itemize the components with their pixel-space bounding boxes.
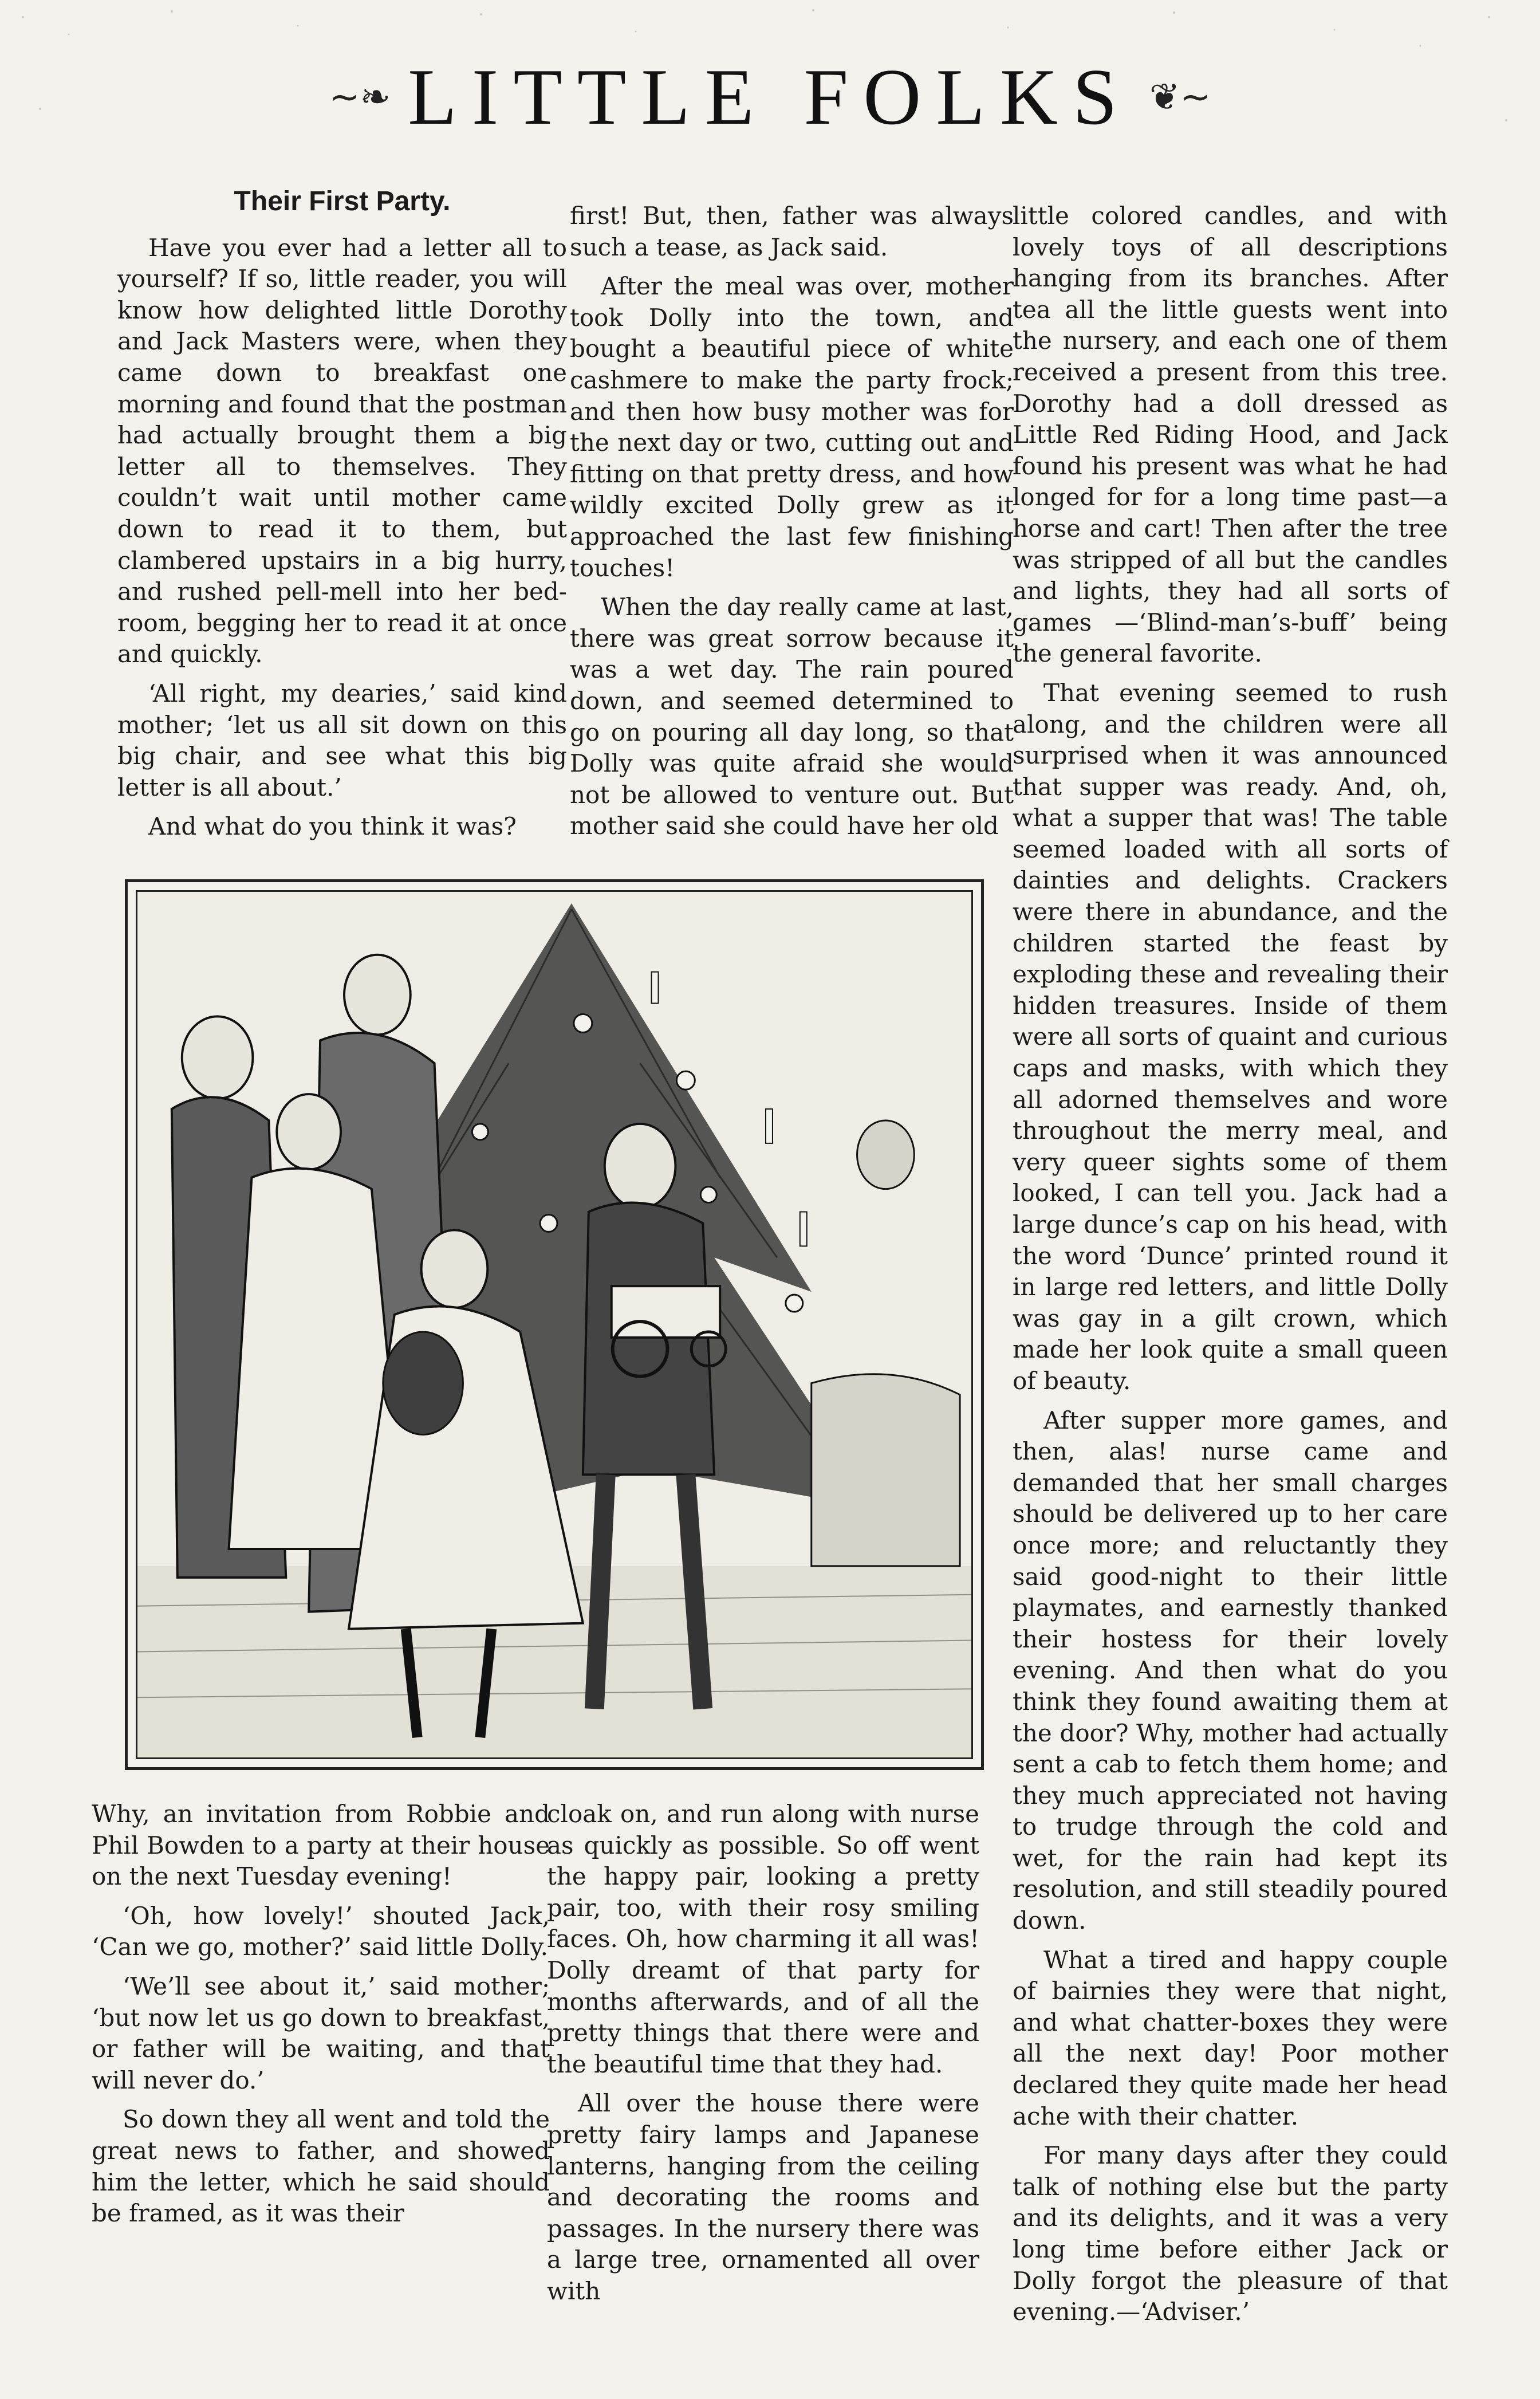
paragraph: first! But, then, father was always such a tease, as Jack said. <box>570 202 1014 261</box>
christmas-tree-illustration <box>136 890 973 1759</box>
paragraph: ‘Oh, how lovely!’ shouted Jack, ‘Can we go, mother?’ said little Dolly. <box>92 1901 550 1961</box>
column-1-bottom <box>92 1799 550 2237</box>
paragraph: ‘All right, my dearies,’ said kind mother; ‘let us all sit down on this big chair, and see what this big letter is all about.’ <box>117 679 567 801</box>
paragraph: Why, an invitation from Robbie and Phil Bowden to a party at their house on the next Tuesday evening! <box>92 1800 550 1891</box>
masthead <box>0 53 1540 141</box>
paragraph: When the day really came at last, there was great sorrow because it was a wet day. The rain poured down, and seemed determined to go on pouring all day long, so that Dolly was quite afraid she would not be allowed to venture out. But mother said she could have her old <box>570 593 1014 840</box>
column-2-top <box>570 200 1014 850</box>
column-1-top <box>117 186 567 851</box>
column-2-bottom <box>547 1799 979 2315</box>
paragraph: So down they all went and told the great news to father, and showed him the letter, which he said should be framed, as it was their <box>92 2105 550 2228</box>
story-title: Their First Party. <box>234 186 451 217</box>
left-flourish-icon: ~❧ <box>329 76 391 119</box>
paragraph: All over the house there were pretty fairy lamps and Japanese lanterns, hanging from the ceiling and decorating the rooms and passages. In the nursery there was a large tree, ornamented all over with <box>547 2089 979 2305</box>
right-flourish-icon: ❦~ <box>1149 76 1211 119</box>
illustration-frame <box>125 879 984 1770</box>
column-3 <box>1013 200 1448 2336</box>
paragraph: After the meal was over, mother took Dolly into the town, and bought a beautiful piece of white cashmere to make the party frock; and then how busy mother was for the next day or two, cutting out and fitting on that pretty dress, and how wildly excited Dolly grew as it approached the last few finishing touches! <box>570 272 1014 582</box>
masthead-title: LITTLE FOLKS <box>408 53 1132 141</box>
paragraph: After supper more games, and then, alas! nurse came and demanded that her small charges should be delivered up to her care once more; and reluctantly they said good-night to their little playmates, and earnestly thanked their hostess for their lovely evening. And then what do you think they found awaiting them at the door? Why, mother had actually sent a cab to fetch them home; and they much appreciated not having to trudge through the cold and wet, for the rain had kept its resolution, and still steadily poured down. <box>1013 1406 1448 1935</box>
paragraph: What a tired and happy couple of bairnies they were that night, and what chatter-boxes they were all the next day! Poor mother declared they quite made her head ache with their chatter. <box>1013 1945 1448 2130</box>
paragraph: For many days after they could talk of nothing else but the party and its delights, and it was a very long time before either Jack or Dolly forgot the pleasure of that evening.—‘Adviser.’ <box>1013 2141 1448 2326</box>
paragraph: Have you ever had a letter all to yourself? If so, little reader, you will know how delighted little Dorothy and Jack Masters were, when they came down to breakfast one morning and found that the postman had actually brought them a big letter all to themselves. They couldn’t wait until mother came down to read it to them, but clambered upstairs in a big hurry, and rushed pell-mell into her bed-room, begging her to read it at once and quickly. <box>117 233 567 668</box>
engraving-drawing <box>137 892 971 1757</box>
paragraph: And what do you think it was? <box>148 812 517 841</box>
paragraph: cloak on, and run along with nurse as quickly as possible. So off went the happy pair, looking a pretty pair, too, with their rosy smiling faces. Oh, how charming it all was! Dolly dreamt of that party for months afterwards, and of all the pretty things that there were and the beautiful time that they had. <box>547 1800 979 2078</box>
paragraph: That evening seemed to rush along, and the children were all surprised when it was announced that supper was ready. And, oh, what a supper that was! The table seemed loaded with all sorts of dainties and delights. Crackers were there in abundance, and the children started the feast by exploding these and revealing their hidden treasures. Inside of them were all sorts of quaint and curious caps and masks, with which they all adorned themselves and wore throughout the merry meal, and very queer sights some of them looked, I can tell you. Jack had a large dunce’s cap on his head, with the word ‘Dunce’ printed round it in large red letters, and little Dolly was gay in a gilt crown, which made her look quite a small queen of beauty. <box>1013 678 1448 1395</box>
paragraph: ‘We’ll see about it,’ said mother; ‘but now let us go down to breakfast, or father will be waiting, and that will never do.’ <box>92 1972 550 2094</box>
paragraph: little colored candles, and with lovely toys of all descriptions hanging from its branches. After tea all the little guests went into the nursery, and each one of them received a present from this tree. Dorothy had a doll dressed as Little Red Riding Hood, and Jack found his present was what he had longed for for a long time past—a horse and cart! Then after the tree was stripped of all but the candles and lights, they had all sorts of games —‘Blind-man’s-buff’ being the general favorite. <box>1013 202 1448 668</box>
